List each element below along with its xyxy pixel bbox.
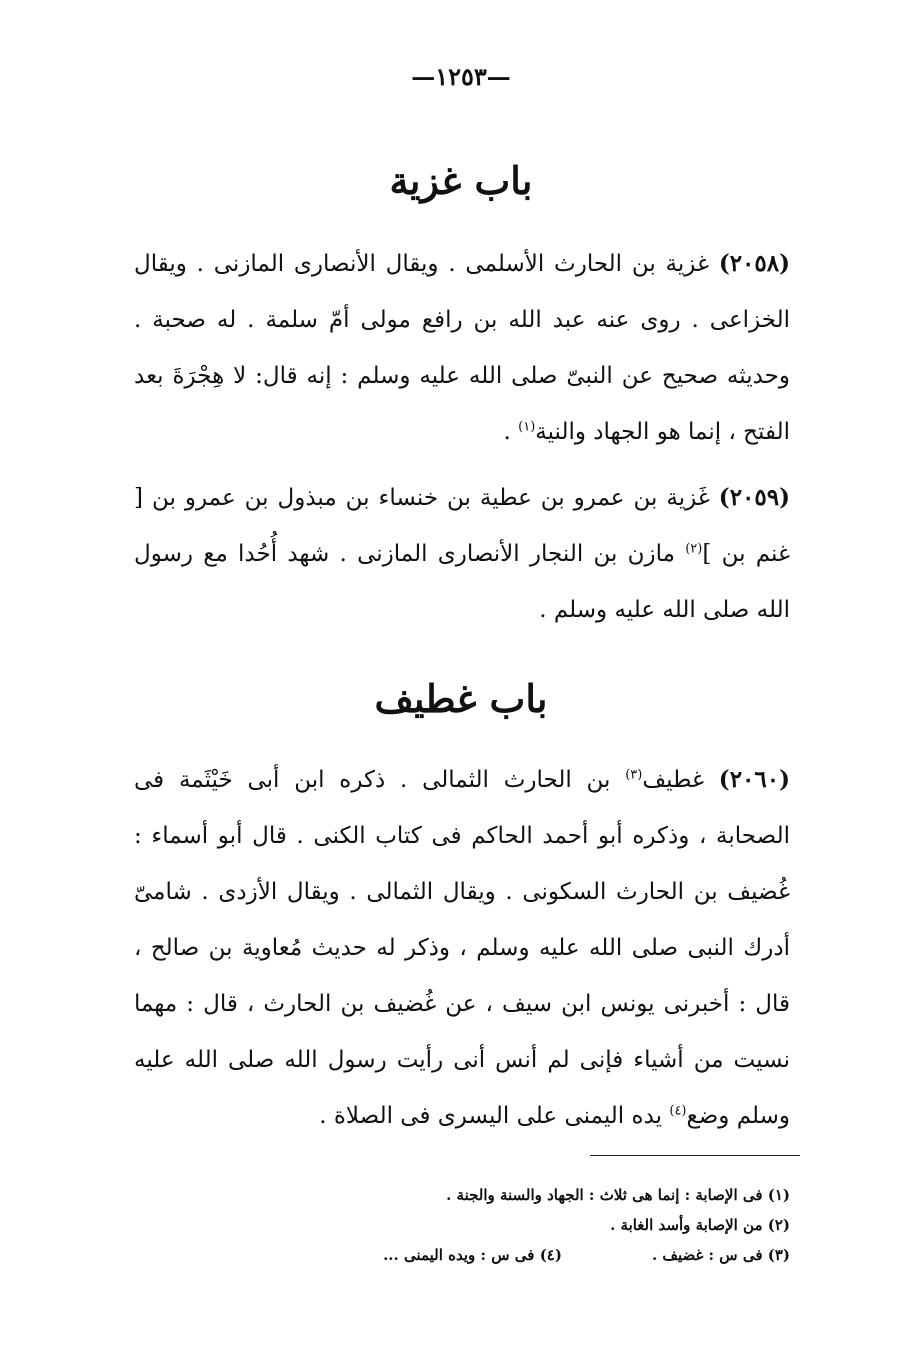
footnote-divider — [590, 1155, 800, 1156]
page-number: —١٢٥٣— — [411, 62, 511, 91]
entry-2059 — [134, 470, 790, 638]
chapter-title-ghutayf: باب غطيف — [374, 676, 548, 721]
entry-text-tail: بن الحارث الثمالى . ذكره ابن أبى خَيْثَمة فى الصحابة ، وذكره أبو أحمد الحاكم فى كتاب الكنى . قال أبو أسماء : غُضيف بن الحارث السكونى . ويقال الثمالى . ويقال الأزدى . شامىّ أدرك النبى صلى الله عليه وسلم ، وذكر له حديث مُعاوية بن صالح ، قال : أخبرنى يونس ابن سيف ، عن غُضيف بن الحارث ، قال : مهما نسيت من أشياء فإنى لم أنس أنى رأيت رسول الله صلى الله عليه وسلم وضع — [134, 767, 790, 1129]
entry-text: غطيف — [642, 767, 704, 793]
footnote-ref: (٤) — [669, 1103, 687, 1119]
entry-2060 — [134, 752, 790, 1144]
footnote-row — [250, 1240, 790, 1270]
footnote-2: (٢) من الإصابة وأسد الغابة . — [610, 1216, 790, 1234]
entry-number: (٢٠٥٨) — [718, 250, 791, 277]
entry-text: غَزية بن عمرو بن عطية بن خنساء بن مبذول بن عمرو بن [ غنم بن ] — [134, 485, 791, 567]
footnote-gap — [562, 1240, 652, 1270]
entry-text-tail: مازن بن النجار الأنصارى المازنى . شهد أُحُدا مع رسول الله صلى الله عليه وسلم . — [134, 541, 790, 623]
footnote-ref: (٢) — [685, 541, 703, 557]
chapter-title-ghaziyya: باب غزية — [389, 158, 533, 203]
footnote-1: (١) فى الإصابة : إنما هى ثلاث : الجهاد والسنة والجنة . — [446, 1186, 790, 1204]
footnote-ref: (٣) — [625, 767, 643, 783]
entry-number: (٢٠٦٠) — [718, 766, 790, 793]
entry-number: (٢٠٥٩) — [718, 484, 790, 511]
entry-text: غزية بن الحارث الأسلمى . ويقال الأنصارى المازنى . ويقال الخزاعى . روى عنه عبد الله بن رافع مولى أمّ سلمة . له صحبة . وحديثه صحيح عن النبىّ صلى الله عليه وسلم : إنه قال: لا هِجْرَةَ بعد الفتح ، إنما هو الجهاد والنية — [134, 251, 790, 445]
entry-2058 — [134, 236, 790, 460]
footnotes — [250, 1180, 790, 1270]
footnote-3: (٣) فى س : غضيف . — [651, 1246, 790, 1264]
entry-text-tail: يده اليمنى على اليسرى فى الصلاة . — [319, 1103, 670, 1129]
footnote-4: (٤) فى س : ويده اليمنى ... — [383, 1246, 562, 1264]
entry-text-tail: . — [503, 419, 519, 445]
footnote-ref: (١) — [518, 419, 536, 435]
